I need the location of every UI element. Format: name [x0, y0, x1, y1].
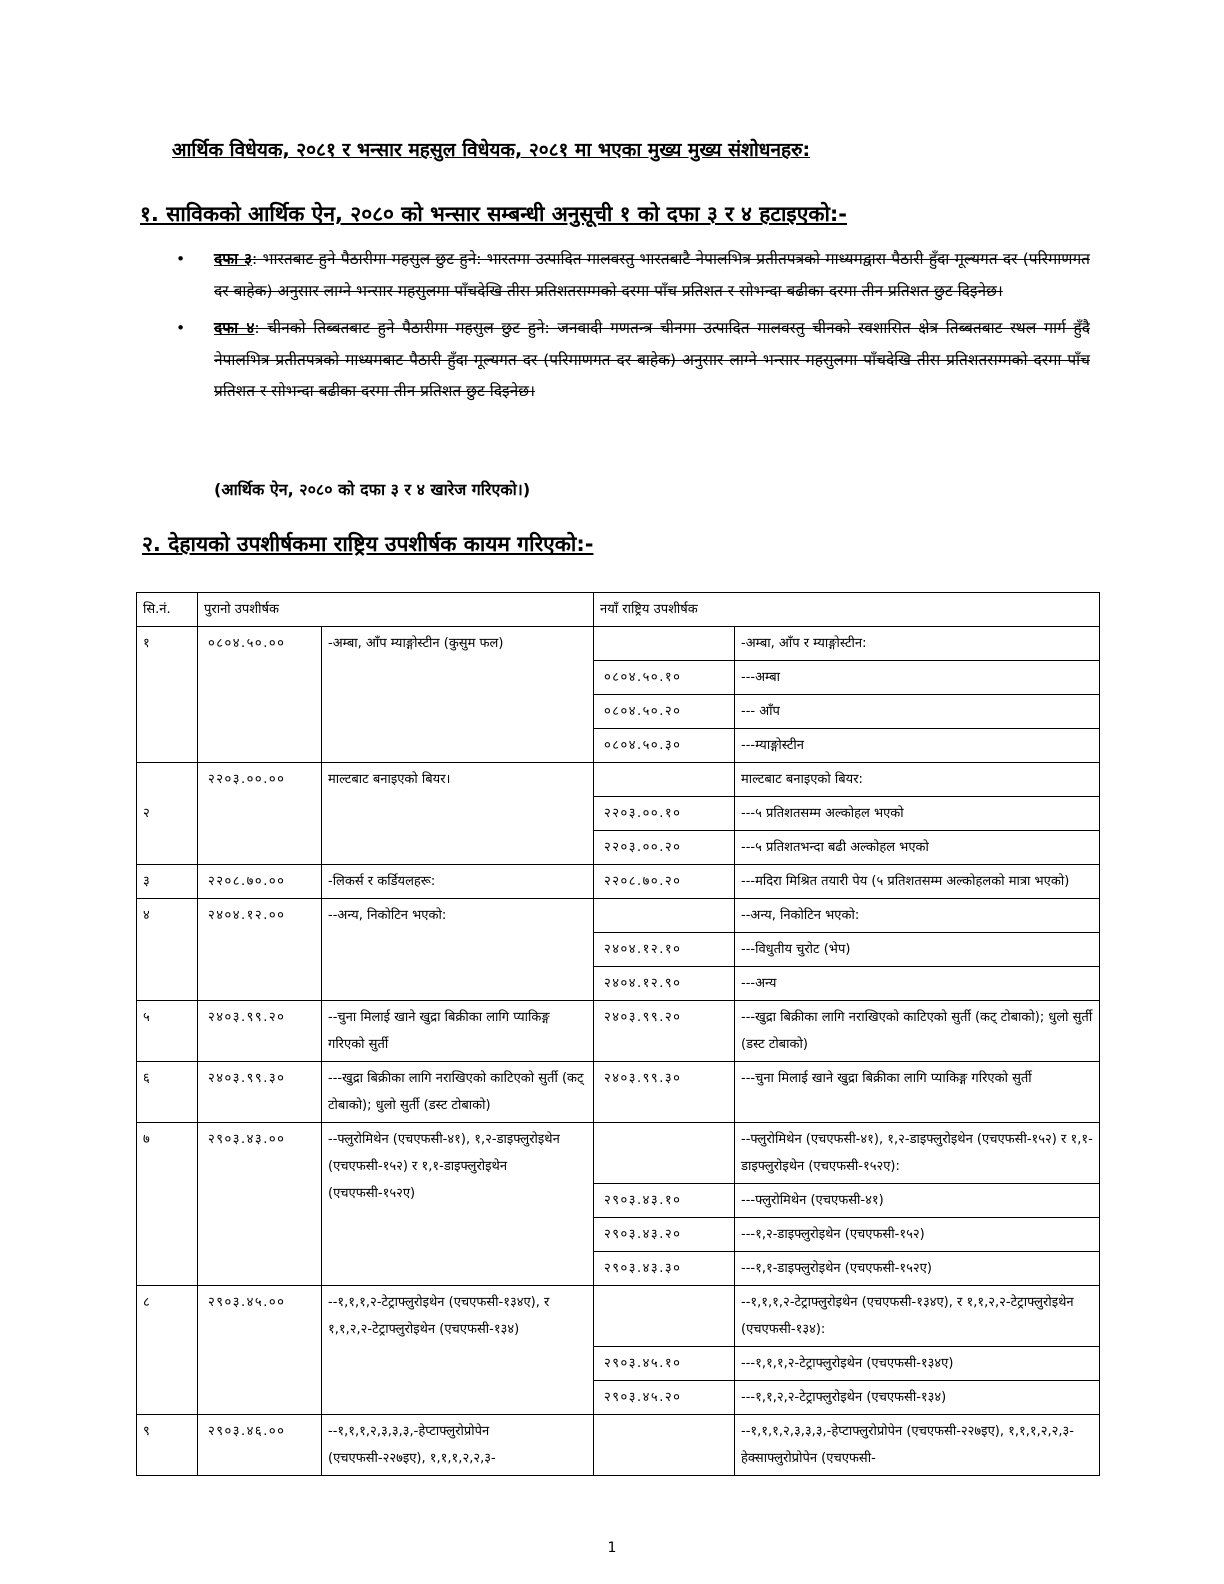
new-description-cell: --१,१,१,२,३,३,३,-हेप्टाफ्लुरोप्रोपेन (एचएफसी-२२७इए), १,१,१,२,२,३-हेक्साफ्लुरोप्रोपेन (एचएफसी-	[735, 1415, 1100, 1476]
new-description-cell: ---अम्बा	[735, 661, 1100, 695]
table-row	[137, 1286, 1100, 1347]
new-description-cell: ---१,१,१,२-टेट्राफ्लुरोइथेन (एचएफसी-१३४ए)	[735, 1347, 1100, 1381]
old-description-cell: माल्टबाट बनाइएको बियर।	[322, 763, 594, 865]
old-code-cell: २९०३.४६.००	[198, 1415, 322, 1476]
old-code-cell: २४०३.९९.२०	[198, 1001, 322, 1062]
repealed-clause-3	[176, 244, 1090, 307]
new-description-cell: ---मदिरा मिश्रित तयारी पेय (५ प्रतिशतसम्म अल्कोहलको मात्रा भएको)	[735, 865, 1100, 899]
repealed-clauses-list	[176, 244, 1090, 414]
new-description-cell: ---१,१-डाइफ्लुरोइथेन (एचएफसी-१५२ए)	[735, 1252, 1100, 1286]
new-code-cell: ०८०४.५०.१०	[594, 661, 735, 695]
old-code-cell: २२०८.७०.००	[198, 865, 322, 899]
repealed-clause-4	[176, 313, 1090, 408]
table-row	[137, 1415, 1100, 1476]
new-code-cell: २२०३.००.२०	[594, 831, 735, 865]
old-description-cell: --१,१,१,२,३,३,३,-हेप्टाफ्लुरोप्रोपेन (एचएफसी-२२७इए), १,१,१,२,२,३-	[322, 1415, 594, 1476]
new-code-cell: २९०३.४३.३०	[594, 1252, 735, 1286]
serial-number-cell: १	[137, 627, 198, 763]
table-row	[137, 763, 1100, 797]
subheading-table	[136, 592, 1100, 1476]
serial-number-cell: ४	[137, 899, 198, 1001]
document-title: आर्थिक विधेयक, २०८१ र भन्सार महसुल विधेयक, २०८१ मा भएका मुख्य मुख्य संशोधनहरु:	[172, 139, 811, 161]
new-code-cell: २४०४.१२.९०	[594, 967, 735, 1001]
clause-text: : चीनको तिब्बतबाट हुने पैठारीमा महसुल छुट हुने: जनवादी गणतन्त्र चीनमा उत्पादित मालवस्तु चीनको स्वशासित क्षेत्र तिब्बतबाट स्थल मार्ग हुँदै नेपालभित्र प्रतीतपत्रको माध्यमबाट पैठारी हुँदा मूल्यगत दर (परिमाणगत दर बाहेक) अनुसार लाग्ने भन्सार महसुलमा पाँचदेखि तीस प्रतिशतसम्मको दरमा पाँच प्रतिशत र सोभन्दा बढीका दरमा तीन प्रतिशत छुट दिइनेछ।	[214, 319, 1090, 400]
new-code-cell: २२०८.७०.२०	[594, 865, 735, 899]
header-sn: सि.नं.	[137, 593, 198, 627]
new-description-cell: ---५ प्रतिशतभन्दा बढी अल्कोहल भएको	[735, 831, 1100, 865]
table-row	[137, 1123, 1100, 1184]
clause-label: दफा ४	[214, 319, 255, 337]
new-description-cell: ---म्याङ्गोस्टीन	[735, 729, 1100, 763]
page-number: 1	[607, 1540, 617, 1556]
new-code-cell	[594, 627, 735, 661]
old-code-cell: २४०४.१२.००	[198, 899, 322, 1001]
old-code-cell: ०८०४.५०.००	[198, 627, 322, 763]
new-code-cell: २४०४.१२.१०	[594, 933, 735, 967]
table-row	[137, 1062, 1100, 1123]
old-description-cell: ---खुद्रा बिक्रीका लागि नराखिएको काटिएको सुर्ती (कट् टोबाको); धुलो सुर्ती (डस्ट टोबाको)	[322, 1062, 594, 1123]
serial-number-cell: ७	[137, 1123, 198, 1286]
new-description-cell: -अम्बा, आँप र म्याङ्गोस्टीन:	[735, 627, 1100, 661]
table-body	[137, 627, 1100, 1476]
clause-label: दफा ३	[214, 250, 253, 268]
new-code-cell: २२०३.००.१०	[594, 797, 735, 831]
new-description-cell: --१,१,१,२-टेट्राफ्लुरोइथेन (एचएफसी-१३४ए), र १,१,२,२-टेट्राफ्लुरोइथेन (एचएफसी-१३४):	[735, 1286, 1100, 1347]
old-description-cell: --चुना मिलाई खाने खुद्रा बिक्रीका लागि प्याकिङ्ग गरिएको सुर्ती	[322, 1001, 594, 1062]
new-description-cell: ---विधुतीय चुरोट (भेप)	[735, 933, 1100, 967]
new-code-cell: २९०३.४५.१०	[594, 1347, 735, 1381]
new-code-cell: २४०३.९९.२०	[594, 1001, 735, 1062]
old-description-cell: --फ्लुरोमिथेन (एचएफसी-४१), १,२-डाइफ्लुरोइथेन (एचएफसी-१५२) र १,१-डाइफ्लुरोइथेन (एचएफसी-१५२ए)	[322, 1123, 594, 1286]
new-code-cell	[594, 899, 735, 933]
new-code-cell: २९०३.४५.२०	[594, 1381, 735, 1415]
clause-text: : भारतबाट हुने पैठारीमा महसुल छुट हुने: भारतमा उत्पादित मालवस्तु भारतबाटै नेपालभित्र प्रतीतपत्रको माध्यमद्वारा पैठारी हुँदा मूल्यगत दर (परिमाणगत दर बाहेक) अनुसार लाग्ने भन्सार महसुलमा पाँचदेखि तीस प्रतिशतसम्मको दरमा पाँच प्रतिशत र सोभन्दा बढीका दरमा तीन प्रतिशत छुट दिइनेछ।	[214, 250, 1090, 300]
new-description-cell: ---१,२-डाइफ्लुरोइथेन (एचएफसी-१५२)	[735, 1218, 1100, 1252]
old-code-cell: २९०३.४३.००	[198, 1123, 322, 1286]
new-code-cell	[594, 1286, 735, 1347]
old-code-cell: २४०३.९९.३०	[198, 1062, 322, 1123]
bullet-icon: •	[176, 250, 186, 268]
table-header-row	[137, 593, 1100, 627]
table-row	[137, 899, 1100, 933]
new-description-cell: ---खुद्रा बिक्रीका लागि नराखिएको काटिएको सुर्ती (कट् टोबाको); धुलो सुर्ती (डस्ट टोबाको)	[735, 1001, 1100, 1062]
new-code-cell: २४०३.९९.३०	[594, 1062, 735, 1123]
old-code-cell: २२०३.००.००	[198, 763, 322, 865]
header-old: पुरानो उपशीर्षक	[198, 593, 594, 627]
table-row	[137, 627, 1100, 661]
new-description-cell: --- आँप	[735, 695, 1100, 729]
repeal-note: (आर्थिक ऐन, २०८० को दफा ३ र ४ खारेज गरिएको।)	[214, 480, 531, 499]
new-code-cell: ०८०४.५०.२०	[594, 695, 735, 729]
new-code-cell	[594, 1123, 735, 1184]
table-row	[137, 1001, 1100, 1062]
new-code-cell: ०८०४.५०.३०	[594, 729, 735, 763]
section-2-heading: २. देहायको उपशीर्षकमा राष्ट्रिय उपशीर्षक कायम गरिएको:-	[142, 532, 594, 556]
new-code-cell	[594, 1415, 735, 1476]
new-description-cell: --फ्लुरोमिथेन (एचएफसी-४१), १,२-डाइफ्लुरोइथेन (एचएफसी-१५२) र १,१-डाइफ्लुरोइथेन (एचएफसी-१५२ए):	[735, 1123, 1100, 1184]
new-description-cell: ---अन्य	[735, 967, 1100, 1001]
new-description-cell: ---५ प्रतिशतसम्म अल्कोहल भएको	[735, 797, 1100, 831]
new-description-cell: माल्टबाट बनाइएको बियर:	[735, 763, 1100, 797]
bullet-icon: •	[176, 319, 186, 337]
old-code-cell: २९०३.४५.००	[198, 1286, 322, 1415]
serial-number-cell: २	[137, 763, 198, 865]
new-code-cell: २९०३.४३.२०	[594, 1218, 735, 1252]
old-description-cell: -लिकर्स र कर्डियलहरू:	[322, 865, 594, 899]
old-description-cell: -अम्बा, आँप म्याङ्गोस्टीन (कुसुम फल)	[322, 627, 594, 763]
new-description-cell: --अन्य, निकोटिन भएको:	[735, 899, 1100, 933]
new-description-cell: ---१,१,२,२-टेट्राफ्लुरोइथेन (एचएफसी-१३४)	[735, 1381, 1100, 1415]
serial-number-cell: ६	[137, 1062, 198, 1123]
table-row	[137, 865, 1100, 899]
old-description-cell: --अन्य, निकोटिन भएको:	[322, 899, 594, 1001]
new-description-cell: ---चुना मिलाई खाने खुद्रा बिक्रीका लागि प्याकिङ्ग गरिएको सुर्ती	[735, 1062, 1100, 1123]
serial-number-cell: ९	[137, 1415, 198, 1476]
section-1-heading: १. साविकको आर्थिक ऐन, २०८० को भन्सार सम्बन्धी अनुसूची १ को दफा ३ र ४ हटाइएको:-	[140, 202, 848, 226]
serial-number-cell: ५	[137, 1001, 198, 1062]
old-description-cell: --१,१,१,२-टेट्राफ्लुरोइथेन (एचएफसी-१३४ए), र १,१,२,२-टेट्राफ्लुरोइथेन (एचएफसी-१३४)	[322, 1286, 594, 1415]
serial-number-cell: ८	[137, 1286, 198, 1415]
header-new: नयाँ राष्ट्रिय उपशीर्षक	[594, 593, 1100, 627]
serial-number-cell: ३	[137, 865, 198, 899]
new-code-cell: २९०३.४३.१०	[594, 1184, 735, 1218]
new-code-cell	[594, 763, 735, 797]
new-description-cell: ---फ्लुरोमिथेन (एचएफसी-४१)	[735, 1184, 1100, 1218]
